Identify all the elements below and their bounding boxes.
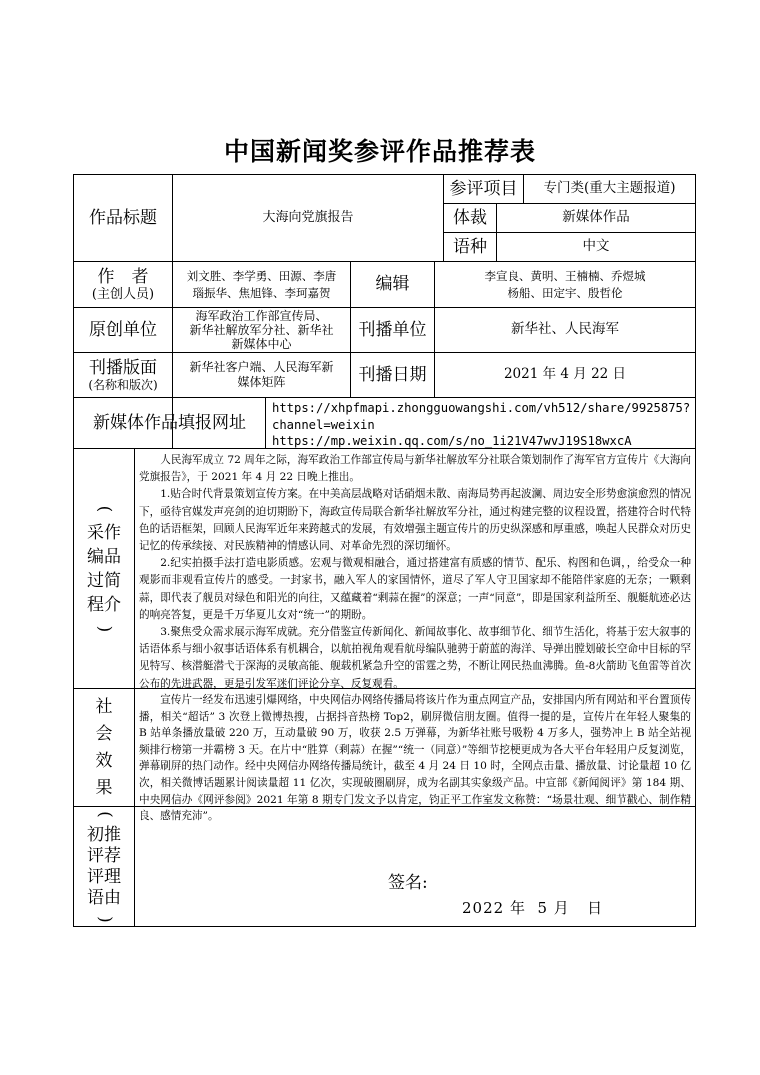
- author-label: 作 者: [97, 266, 149, 287]
- effect-label-char-3: 效: [95, 750, 113, 771]
- genre-label: 体裁: [453, 207, 487, 228]
- page-title: 中国新闻奖参评作品推荐表: [223, 137, 536, 166]
- signature-date: 2022 年 5 月 日: [462, 899, 604, 917]
- url-label: 新媒体作品填报网址: [93, 412, 246, 433]
- author-sublabel: (主创人员): [91, 286, 155, 302]
- publish-page-value: [173, 353, 350, 397]
- effect-label-char-1: 社: [95, 696, 113, 717]
- origin-unit-line-1: 海军政治工作部宣传局、: [195, 309, 328, 323]
- publish-date-value: 2021 年 4 月 22 日: [503, 366, 627, 383]
- genre-value: 新媒体作品: [562, 209, 630, 226]
- recommend-label-line-3: 评理: [87, 866, 121, 887]
- origin-unit-label: 原创单位: [89, 319, 157, 340]
- author-line-2: 瑙振华、焦旭锋、李珂嘉贺: [192, 285, 331, 300]
- process-label-line-4: 程介: [87, 594, 121, 615]
- process-paragraph-1: 人民海军成立 72 周年之际，海军政治工作部宣传局与新华社解放军分社联合策划制作了海军官方宣传片《大海向党旗报告》，于 2021 年 4 月 22 日晚上推出。: [139, 454, 691, 484]
- recommend-label-line-1: 初推: [87, 824, 121, 845]
- url-link-1[interactable]: https://xhpfmapi.zhongguowangshi.com/vh512/share/9925875?channel=weixin: [272, 401, 691, 432]
- publish-page-sublabel: (名称和版次): [88, 378, 158, 392]
- editor-line-2: 杨船、田定宇、殷哲伦: [507, 285, 623, 300]
- recommend-label-line-4: 语由: [87, 887, 121, 908]
- effect-paragraph-1: 宣传片一经发布迅速引爆网络，中央网信办网络传播局将该片作为重点网宣产品，安排国内所有网站和平台置顶传播，相关“超话” 3 次登上微博热搜，占据抖音热榜 Top2，刷屏微信朋友圈。值得一提的是，宣传片在年轻人聚集的 B 站单条播放量破 220 万，互动量破 90 万，收获 2.5 万弹幕，为新华社账号吸粉 4 万多人，强势冲上 B 站全站视频排行榜第一并霸榜 3 天。在片中“胜算（剩蒜）在握”“统一（同意）”等细节挖梗更成为各大平台年轻用户反复浏览，弹幕刷屏的热门动作。经中央网信办网络传播局统计，截至 4 月 24 日 10 时，全网点击量、播放量、讨论量超 10 亿次，相关微博话题累计阅读量超 11 亿次，实现破圈刷屏，成为名副其实象级产品。中宣部《新闻阅评》第 184 期、中央网信办《网评参阅》2021 年第 8 期专门发文予以肯定，钧正平工作室发文称赞：“场景壮观、细节戳心、制作精良、感情充沛”。: [139, 694, 691, 823]
- url-values: [266, 400, 695, 448]
- effect-label-char-2: 会: [95, 723, 113, 744]
- origin-unit-value: [173, 308, 350, 352]
- work-title-label: 作品标题: [89, 207, 157, 228]
- process-paragraph-3: 2.纪实拍摄手法打造电影质感。宏观与微观相融合，通过搭建富有质感的情节、配乐、构图和色调，，给受众一种观影而非观看宣传片的感受。一封家书，融入军人的家国情怀，道尽了军人守卫国家却不能陪伴家庭的无奈；一颗剩蒜，即代表了舰员对绿色和阳光的向往，又蕴藏着“剩蒜在握”的深意；一声“同意”，即是国家利益所至、舰艇航迹必达的响亮答复，更是千万华夏儿女对“统一”的期盼。: [139, 557, 691, 621]
- recommend-label: [74, 807, 134, 926]
- publish-page-label: 刊播版面: [89, 357, 157, 378]
- editor-line-1: 李宣良、黄明、王楠楠、乔煜城: [484, 268, 646, 283]
- process-label-line-2: 编品: [87, 546, 121, 567]
- category-label: 参评项目: [449, 178, 518, 199]
- signature-label: 签名:: [388, 873, 428, 893]
- author-label-cell: [74, 262, 172, 307]
- language-value: 中文: [582, 238, 610, 255]
- process-label: [74, 449, 134, 688]
- author-line-1: 刘文胜、李学勇、田源、李唐: [186, 268, 337, 283]
- publish-unit-label: 刊播单位: [358, 319, 427, 340]
- recommend-label-open-paren: (: [94, 810, 115, 818]
- effect-body: [135, 692, 695, 823]
- process-label-line-3: 过简: [87, 570, 121, 591]
- process-label-close-paren: ): [93, 625, 114, 632]
- process-body: [135, 452, 695, 688]
- language-label: 语种: [453, 236, 487, 257]
- publish-page-label-cell: [74, 353, 172, 397]
- recommend-label-close-paren: ): [94, 915, 115, 923]
- recommend-label-line-2: 评荐: [87, 845, 121, 866]
- editor-label: 编辑: [375, 274, 410, 295]
- work-title-value: 大海向党旗报告: [262, 209, 354, 225]
- effect-label-char-4: 果: [95, 777, 113, 798]
- editor-value: [435, 262, 695, 307]
- process-label-line-1: 采作: [87, 522, 121, 543]
- publish-page-line-2: 媒体矩阵: [237, 375, 286, 389]
- url-link-2[interactable]: https://mp.weixin.qq.com/s/no_1i21V47wvJ19S18wxcA: [272, 434, 632, 448]
- publish-date-label: 刊播日期: [358, 364, 427, 385]
- origin-unit-line-2: 新华社解放军分社、新华社: [189, 323, 334, 337]
- publish-unit-value: 新华社、人民海军: [511, 321, 619, 338]
- author-value: [173, 262, 350, 307]
- publish-page-line-1: 新华社客户端、人民海军新: [189, 360, 334, 374]
- process-label-open-paren: (: [93, 505, 114, 512]
- process-paragraph-4: 3.聚焦受众需求展示海军成就。充分借鉴宣传新闻化、新闻故事化、故事细节化、细节生活化，将基于宏大叙事的话语体系与细小叙事话语体系有机耦合，以航拍视角观看航母编队驰骋于蔚蓝的海洋、导弹出膛划破长空命中目标的罕见特写、核潜艇潜弋于深海的灵敏高能、舰载机紧急升空的雷霆之势，不断让网民热血沸腾。鱼-8火箭助飞鱼雷等首次公布的先进武器，更是引发军迷们评论分享、反复观看。: [139, 626, 691, 690]
- effect-label: [74, 689, 134, 806]
- process-paragraph-2: 1.贴合时代背景策划宣传方案。在中美高层战略对话硝烟未散、南海局势再起波澜、周边安全形势愈演愈烈的情况下，亟待官媒发声亮剑的迫切期盼下，海政宣传局联合新华社解放军分社，通过构建完整的议程设置，搭建符合时代特色的话语框架，回顾人民海军近年来跨越式的发展，有效增强主题宣传片的历史纵深感和厚重感，唤起人民群众对历史记忆的传承续接、对民族精神的情感认同、对革命先烈的深切缅怀。: [139, 488, 691, 553]
- category-value: 专门类(重大主题报道): [543, 180, 676, 197]
- origin-unit-line-3: 新媒体中心: [231, 337, 292, 351]
